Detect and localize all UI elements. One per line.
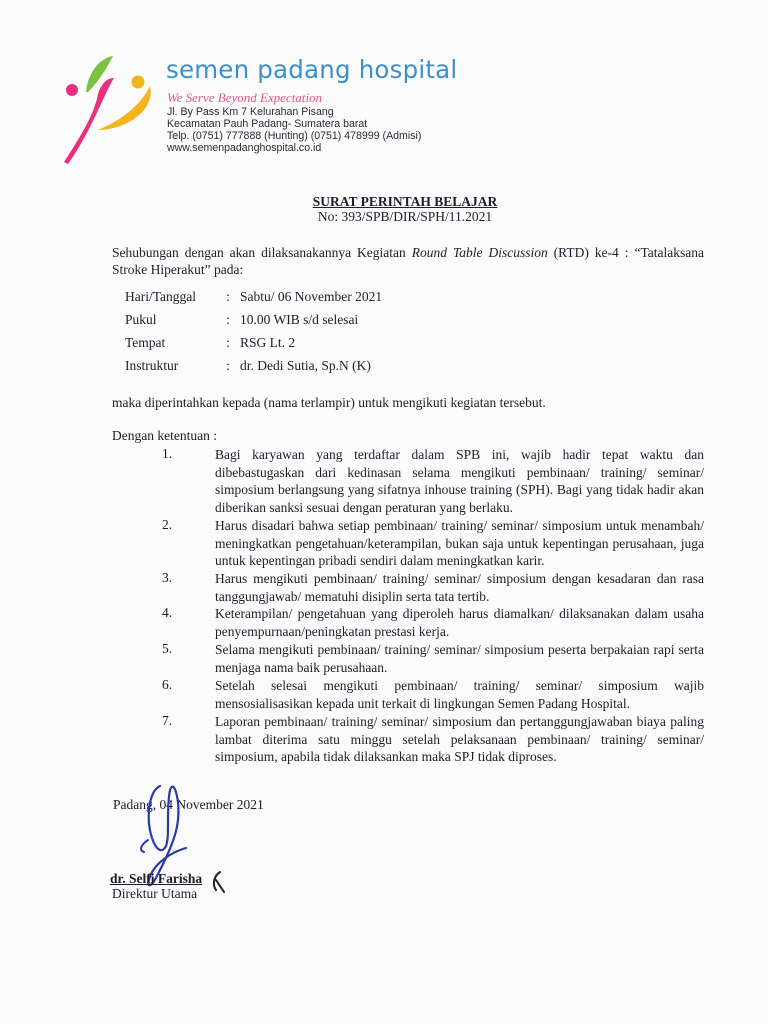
rule-number: 3.: [162, 570, 173, 585]
hospital-logo: [58, 52, 168, 167]
rule-text: Bagi karyawan yang terdaftar dalam SPB ini, wajib hadir tepat waktu dan dibebastugaskan dari kedinasan selama mengikuti pembinaan/ training/ seminar/ simposium berlangsung yang sifatnya inhouse training (SPH). Bagi yang tidak hadir akan diberikan sanksi sesuai dengan peraturan yang berlaku.: [215, 447, 704, 515]
rule-number: 1.: [162, 446, 173, 461]
signer-name: dr. Selfi Farisha: [110, 871, 203, 886]
detail-value-place: RSG Lt. 2: [240, 335, 296, 350]
detail-label-instructor: Instruktur: [125, 358, 179, 373]
rule-text: Harus mengikuti pembinaan/ training/ seminar/ simposium dengan kesadaran dan rasa tanggungjawab/ mematuhi disiplin serta tata tertib.: [215, 571, 704, 604]
rule-text: Harus disadari bahwa setiap pembinaan/ training/ seminar/ simposium untuk menambah/ meningkatkan pengetahuan/keterampilan, bukan saja untuk kepentingan perusahaan, juga untuk kepentingan pribadi sendiri dalam meningkatkan karir.: [215, 518, 704, 568]
intro-text-end: (RTD) ke-4 : “Tatalaksana Stroke Hiperakut” pada:: [112, 245, 705, 277]
detail-colon: :: [226, 312, 230, 327]
detail-label-date: Hari/Tanggal: [125, 289, 197, 304]
rule-text: Setelah selesai mengikuti pembinaan/ training/ seminar/ simposium wajib mensosialisasikan kepada unit terkait di lingkungan Semen Padang Hospital.: [215, 678, 704, 711]
event-name: Round Table Discussion: [411, 245, 548, 260]
rule-number: 5.: [162, 641, 173, 656]
place-date: Padang, 04 November 2021: [113, 797, 264, 812]
detail-value-time: 10.00 WIB s/d selesai: [240, 312, 359, 327]
rule-number: 2.: [162, 517, 173, 532]
document-number: No: 393/SPB/DIR/SPH/11.2021: [317, 209, 493, 224]
rule-text: Laporan pembinaan/ training/ seminar/ simposium dan pertanggungjawaban biaya paling lambat diterima satu minggu setelah pelaksanaan pembinaan/ training/ seminar/ simposium, apabila tidak dilaksankan maka SPJ tidak diproses.: [215, 714, 704, 764]
intro-paragraph: [112, 244, 704, 278]
hospital-name: semen padang hospital: [166, 55, 458, 84]
detail-colon: :: [226, 358, 230, 373]
detail-value-date: Sabtu/ 06 November 2021: [240, 289, 383, 304]
conditions-heading: Dengan ketentuan :: [112, 428, 217, 443]
hospital-tagline: We Serve Beyond Expectation: [167, 90, 323, 105]
rule-number: 7.: [162, 713, 173, 728]
intro-text: Sehubungan dengan akan dilaksanakannya Kegiatan: [112, 245, 412, 260]
document-title: SURAT PERINTAH BELAJAR: [312, 194, 498, 209]
address-line: Kecamatan Pauh Padang- Sumatera barat: [167, 118, 368, 130]
rule-text: Selama mengikuti pembinaan/ training/ seminar/ simposium peserta berpakaian rapi serta menjaga nama baik perusahaan.: [215, 642, 704, 675]
address-line: Jl. By Pass Km 7 Kelurahan Pisang: [167, 106, 334, 118]
rule-number: 4.: [162, 605, 173, 620]
instruction-text: maka diperintahkan kepada (nama terlampir) untuk mengikuti kegiatan tersebut.: [112, 395, 546, 410]
detail-colon: :: [226, 289, 230, 304]
phone-line: Telp. (0751) 777888 (Hunting) (0751) 478999 (Admisi): [167, 130, 422, 142]
website-line: www.semenpadanghospital.co.id: [167, 142, 322, 154]
detail-colon: :: [226, 335, 230, 350]
detail-label-place: Tempat: [125, 335, 166, 350]
rule-text: Keterampilan/ pengetahuan yang diperoleh harus diamalkan/ dilaksanakan dalam usaha penyempurnaan/peningkatan prestasi kerja.: [215, 606, 704, 639]
detail-value-instructor: dr. Dedi Sutia, Sp.N (K): [240, 358, 371, 373]
rule-number: 6.: [162, 677, 173, 692]
detail-label-time: Pukul: [125, 312, 157, 327]
signer-position: Direktur Utama: [112, 886, 198, 901]
